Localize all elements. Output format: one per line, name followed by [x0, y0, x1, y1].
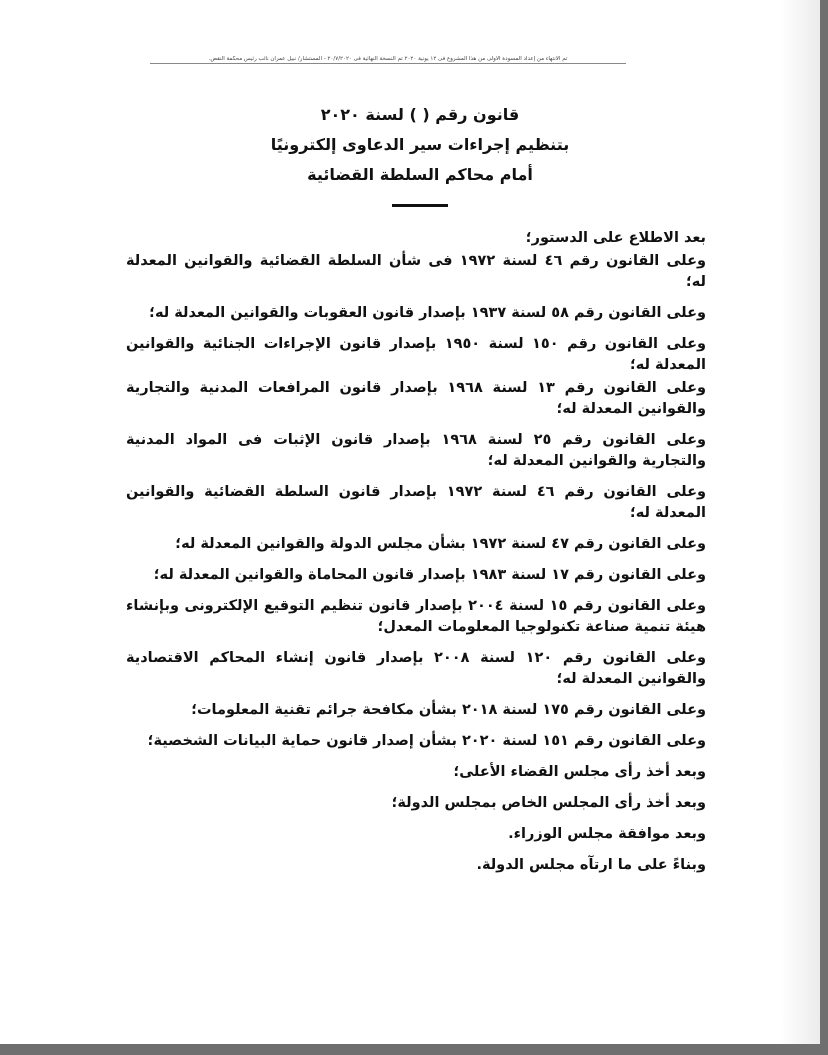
preamble-state-council-opinion: وبناءً على ما ارتآه مجلس الدولة.	[476, 857, 706, 873]
preamble-constitution: بعد الاطلاع على الدستور؛	[525, 230, 706, 246]
preamble-law-120-2008-economic-courts: وعلى القانون رقم ١٢٠ لسنة ٢٠٠٨ بإصدار قانون إنشاء المحاكم الاقتصادية والقوانين المعدلة له؛	[126, 650, 706, 687]
preamble-law-150-1950-criminal-procedure: وعلى القانون رقم ١٥٠ لسنة ١٩٥٠ بإصدار قانون الإجراءات الجنائية والقوانين المعدلة له؛	[126, 336, 706, 373]
preamble-law-47-1972-state-council: وعلى القانون رقم ٤٧ لسنة ١٩٧٢ بشأن مجلس الدولة والقوانين المعدلة له؛	[175, 536, 706, 552]
preamble-law-46-1972-judicial-authority: وعلى القانون رقم ٤٦ لسنة ١٩٧٢ بإصدار قانون السلطة القضائية والقوانين المعدلة له؛	[126, 484, 706, 521]
law-title-number: قانون رقم ( ) لسنة ٢٠٢٠	[320, 105, 520, 124]
preamble-supreme-judicial-council: وبعد أخذ رأى مجلس القضاء الأعلى؛	[453, 764, 706, 780]
preamble-law-58-1937-penal: وعلى القانون رقم ٥٨ لسنة ١٩٣٧ بإصدار قانون العقوبات والقوانين المعدلة له؛	[149, 305, 706, 321]
preamble-cabinet-approval: وبعد موافقة مجلس الوزراء.	[508, 826, 706, 842]
preamble-law-15-2004-e-signature: وعلى القانون رقم ١٥ لسنة ٢٠٠٤ بإصدار قانون تنظيم التوقيع الإلكترونى وبإنشاء هيئة تنمية صناعة تكنولوجيا المعلومات المعدل؛	[126, 598, 706, 635]
preamble-law-17-1983-advocacy: وعلى القانون رقم ١٧ لسنة ١٩٨٣ بإصدار قانون المحاماة والقوانين المعدلة له؛	[153, 567, 706, 583]
preamble-law-151-2020-data-protection: وعلى القانون رقم ١٥١ لسنة ٢٠٢٠ بشأن إصدار قانون حماية البيانات الشخصية؛	[147, 733, 706, 749]
preamble-law-13-1968-civil-procedure: وعلى القانون رقم ١٣ لسنة ١٩٦٨ بإصدار قانون المرافعات المدنية والتجارية والقوانين المعدلة له؛	[126, 380, 706, 417]
law-title-subject: بتنظيم إجراءات سير الدعاوى إلكترونيًا	[270, 135, 570, 154]
header-note: تم الانتهاء من إعداد المسودة الأولى من هذا المشروع فى ١٢ يونية ٢٠٢٠ تم النسخة النهائية فى ٢٠/٧/٢٠٢٠ - المستشار/ نبيل عمران نائب رئيس محكمة النقض.	[150, 56, 626, 64]
law-title-scope: أمام محاكم السلطة القضائية	[307, 165, 533, 184]
title-divider	[392, 204, 448, 207]
law-title-block	[180, 100, 660, 207]
preamble-special-council: وبعد أخذ رأى المجلس الخاص بمجلس الدولة؛	[391, 795, 706, 811]
preamble-law-46-1972-judicial: وعلى القانون رقم ٤٦ لسنة ١٩٧٢ فى شأن السلطة القضائية والقوانين المعدلة له؛	[126, 253, 706, 290]
preamble-law-25-1968-evidence: وعلى القانون رقم ٢٥ لسنة ١٩٦٨ بإصدار قانون الإثبات فى المواد المدنية والتجارية والقوانين المعدلة له؛	[126, 432, 706, 469]
preamble-law-175-2018-cybercrime: وعلى القانون رقم ١٧٥ لسنة ٢٠١٨ بشأن مكافحة جرائم تقنية المعلومات؛	[191, 702, 706, 718]
preamble-text	[126, 228, 706, 886]
